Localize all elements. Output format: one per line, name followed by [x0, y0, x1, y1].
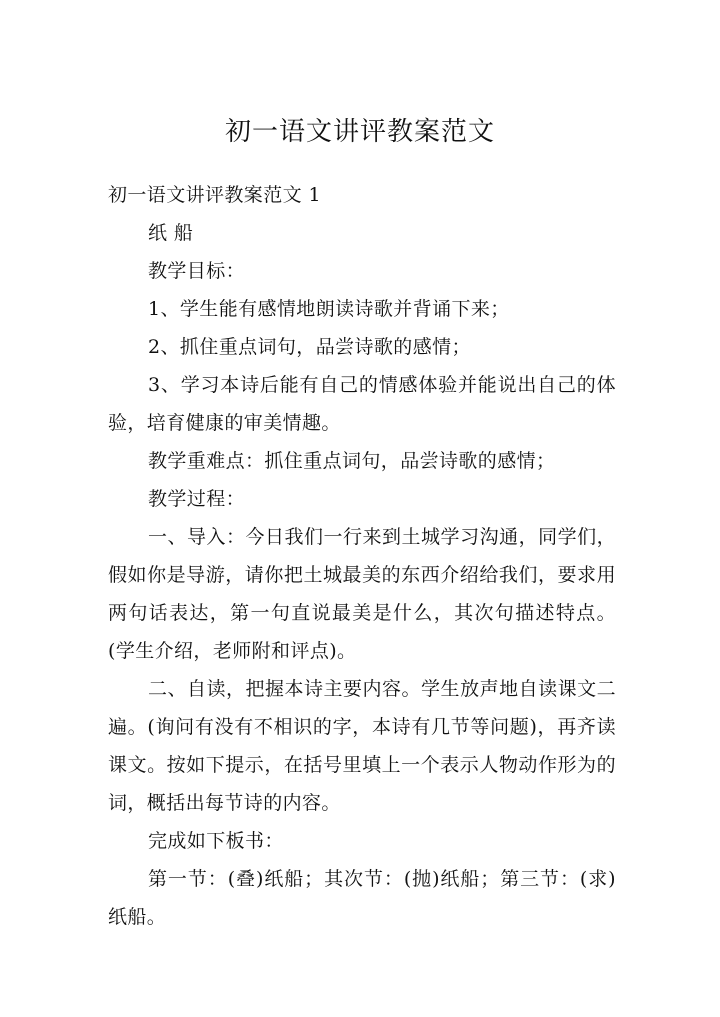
blackboard-content: 第一节：(叠)纸船；其次节：(抛)纸船；第三节：(求)纸船。: [108, 868, 616, 928]
goal-item-2: 2、抓住重点词句，品尝诗歌的感情；: [148, 336, 471, 358]
goal-item-1: 1、学生能有感情地朗读诗歌并背诵下来；: [148, 298, 510, 320]
teaching-process-label: 教学过程：: [148, 488, 246, 510]
intro-paragraph: 一、导入：今日我们一行来到土城学习沟通，同学们，假如你是导游，请你把土城最美的东西介绍给我们，要求用两句话表达，第一句直说最美是什么，其次句描述特点。(学生介绍，老师附和评点)。: [108, 526, 616, 662]
goal-item-3: 3、学习本诗后能有自己的情感体验并能说出自己的体验，培育健康的审美情趣。: [108, 374, 616, 434]
poem-title: 纸 船: [148, 222, 194, 244]
document-title: 初一语文讲评教案范文: [224, 117, 495, 147]
self-reading-paragraph: 二、自读，把握本诗主要内容。学生放声地自读课文二遍。(询问有没有不相识的字，本诗有几节等问题)，再齐读课文。按如下提示，在括号里填上一个表示人物动作形为的词，概括出每节诗的内容。: [108, 678, 616, 814]
blackboard-label: 完成如下板书：: [148, 830, 284, 852]
section-heading: 初一语文讲评教案范文 1: [108, 184, 321, 206]
key-points-paragraph: 教学重难点：抓住重点词句，品尝诗歌的感情；: [148, 450, 556, 472]
teaching-goals-label: 教学目标：: [148, 260, 246, 282]
document-body: [108, 176, 616, 936]
